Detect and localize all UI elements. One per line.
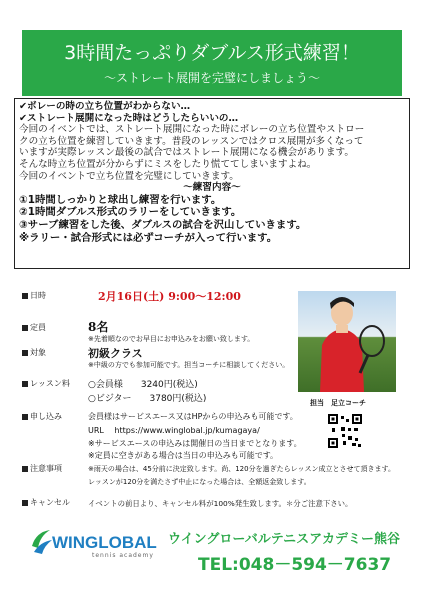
description-box xyxy=(14,98,410,269)
bullet-square xyxy=(22,500,28,506)
date-row xyxy=(22,291,46,301)
academy-name: ウイングローバルテニスアカデミー熊谷 xyxy=(168,532,401,547)
phone-number: TEL:048－594－7637 xyxy=(198,555,392,575)
logo-subtext: tennis academy xyxy=(92,552,154,559)
winglobal-logo-icon xyxy=(30,528,52,554)
fee-row xyxy=(22,379,70,389)
capacity-row xyxy=(22,323,46,333)
description-line: そんな時立ち位置が分からずにミスをしたり慌ててしまいますよね。 xyxy=(19,158,317,170)
description-line: クの立ち位置を練習していきます。普段のレッスンではクロス展開が多くなって xyxy=(19,135,364,147)
bullet-square xyxy=(22,466,28,472)
fee-member: ○会員様 3240円(税込) xyxy=(88,380,198,390)
practice-item: ②1時間ダブルス形式のラリーをしていきます。 xyxy=(19,206,242,219)
capacity-label: 定員 xyxy=(30,323,46,332)
notice-line: ※雨天の場合は、45分前に決定致します。尚、120分を過ぎたらレッスン成立とさせて頂きます。 xyxy=(88,465,395,473)
target-value: 初級クラス xyxy=(88,347,143,360)
practice-item: ③サーブ練習をした後、ダブルスの試合を沢山していきます。 xyxy=(19,218,307,231)
capacity-note: ※先着順なのでお早目にお申込みをお願い致します。 xyxy=(88,335,255,343)
fee-label: レッスン料 xyxy=(30,379,70,388)
apply-note: ※定員に空きがある場合は当日の申込みも可能です。 xyxy=(88,451,279,460)
date-label: 日時 xyxy=(30,291,46,300)
apply-label: 申し込み xyxy=(30,412,62,421)
practice-item: ※ラリー・試合形式には必ずコーチが入って行います。 xyxy=(19,231,278,244)
apply-line: 会員様はサービスエース又はHPからの申込みも可能です。 xyxy=(88,412,298,421)
bullet-square xyxy=(22,381,28,387)
apply-note: ※サービスエースの申込みは開催日の当日までとなります。 xyxy=(88,439,302,448)
target-label: 対象 xyxy=(30,348,46,357)
date-value: 2月16日(土) 9:00〜12:00 xyxy=(98,290,241,303)
description-line: 今回のイベントで立ち位置を完璧にしていきます。 xyxy=(19,170,239,182)
target-note: ※中級の方でも参加可能です。担当コーチに相談してください。 xyxy=(88,361,290,369)
notice-label: 注意事項 xyxy=(30,464,62,473)
capacity-value: 8名 xyxy=(88,320,109,334)
bullet-square xyxy=(22,350,28,356)
contents-heading: 〜練習内容〜 xyxy=(183,182,241,194)
check-item: ✔ストレート展開になった時はどうしたらいいの… xyxy=(19,112,239,124)
check-item: ✔ボレーの時の立ち位置がわからない… xyxy=(19,101,191,112)
bullet-square xyxy=(22,293,28,299)
title-banner xyxy=(22,30,402,96)
fee-visitor: ○ビジター 3780円(税込) xyxy=(88,394,207,404)
target-row xyxy=(22,348,46,358)
event-subtitle: 〜ストレート展開を完璧にしましょう〜 xyxy=(103,71,320,85)
notice-line: レッスンが120分を満たさず中止になった場合は、全額返金致します。 xyxy=(88,478,311,486)
qr-code-icon xyxy=(328,414,362,448)
coach-caption: 担当 足立コーチ xyxy=(310,399,366,407)
notice-row xyxy=(22,464,62,474)
description-line: 今回のイベントでは、ストレート展開になった時にボレーの立ち位置やストロー xyxy=(19,124,365,136)
cancel-value: イベントの前日より、キャンセル料が100%発生致します。＊分ご注意下さい。 xyxy=(88,499,353,508)
description-line: いますが実際レッスン最後の試合ではストレート展開になる機会があります。 xyxy=(19,147,354,159)
bullet-square xyxy=(22,325,28,331)
cancel-row xyxy=(22,498,70,508)
practice-item: ①1時間しっかりと球出し練習を行います。 xyxy=(19,193,222,206)
event-title: 3時間たっぷりダブルス形式練習！ xyxy=(64,42,360,64)
apply-row xyxy=(22,412,62,422)
qr-code[interactable] xyxy=(328,414,362,448)
bullet-square xyxy=(22,414,28,420)
apply-url[interactable]: URL https://www.winglobal.jp/kumagaya/ xyxy=(88,426,260,435)
cancel-label: キャンセル xyxy=(30,498,70,507)
coach-illustration xyxy=(298,291,396,392)
logo-text: WINGLOBAL xyxy=(52,533,157,552)
coach-photo xyxy=(298,291,396,392)
